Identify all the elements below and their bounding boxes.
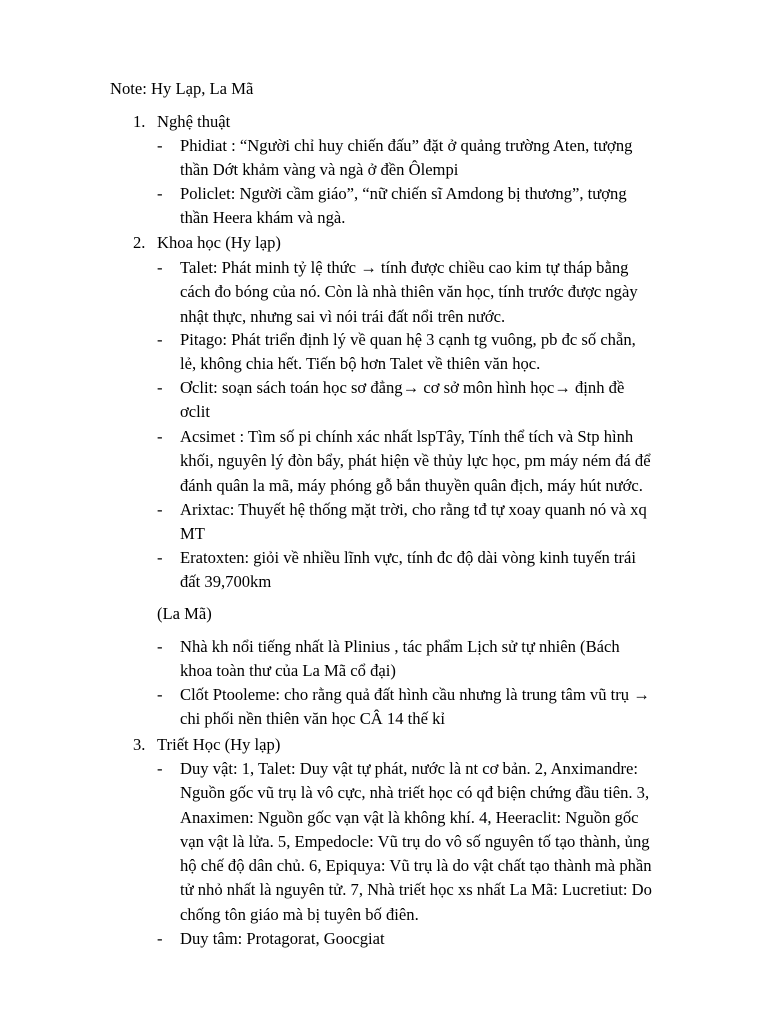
text-line: thần Heera khám và ngà. [180, 208, 346, 228]
note-title: Note: Hy Lạp, La Mã [110, 79, 254, 98]
list-item-text [180, 256, 698, 329]
text-line: khối, nguyên lý đòn bẩy, phát hiện về thủy lực học, pm máy ném đá để [180, 451, 651, 471]
bullet-dash: - [157, 637, 163, 656]
text-line: Anaximen: Nguồn gốc vạn vật là không khí. 4, Heeraclit: Nguồn gốc [180, 807, 639, 827]
text-line: cách đo bóng của nó. Còn là nhà thiên văn học, tính trước được ngày [180, 282, 638, 302]
text-line: Policlet: Người cầm giáo”, “nữ chiến sĩ Amdong bị thương”, tượng [180, 184, 627, 203]
text-line: Pitago: Phát triển định lý về quan hệ 3 cạnh tg vuông, pb đc số chẵn, [180, 330, 636, 349]
list-item-text [180, 498, 698, 547]
text-line: đánh quân la mã, máy phóng gỗ bắn thuyền quân địch, máy hút nước. [180, 475, 643, 495]
section-number: 2. [133, 233, 146, 252]
list-item-text [180, 635, 698, 684]
bullet-dash: - [157, 378, 163, 397]
section-number: 3. [133, 735, 146, 754]
text-line: khoa toàn thư của La Mã cổ đại) [180, 661, 396, 681]
bullet-dash: - [157, 685, 163, 704]
bullet-dash: - [157, 258, 163, 277]
bullet-dash: - [157, 548, 163, 567]
section-label: Nghệ thuật [157, 112, 231, 131]
text-line: Phidiat : “Người chỉ huy chiến đấu” đặt ở quảng trường Aten, tượng [180, 136, 633, 155]
text-line: hộ chế độ dân chủ. 6, Epiquya: Vũ trụ là do vật chất tạo thành mà phần [180, 856, 652, 876]
list-item-text [180, 683, 698, 732]
list-item-text [180, 134, 698, 183]
text-line: nhật thực, nhưng sai vì nói trái đất nổi trên nước. [180, 306, 506, 326]
text-line: ơclit [180, 402, 210, 422]
section-label: Khoa học (Hy lạp) [157, 233, 281, 252]
section-number: 1. [133, 112, 146, 131]
text-line: đất 39,700km [180, 572, 272, 592]
list-item-text [180, 425, 698, 498]
text-line: Clốt Ptooleme: cho rằng quả đất hình cầu nhưng là trung tâm vũ trụ → [180, 685, 650, 704]
list-item-text [180, 376, 698, 425]
section-label: Triết Học (Hy lạp) [157, 735, 281, 754]
bullet-dash: - [157, 759, 163, 778]
bullet-dash: - [157, 136, 163, 155]
text-line: Nhà kh nổi tiếng nhất là Plinius , tác phẩm Lịch sử tự nhiên (Bách [180, 637, 620, 656]
text-line: Eratoxten: giỏi về nhiều lĩnh vực, tính đc độ dài vòng kinh tuyến trái [180, 548, 637, 567]
text-line: Ơclit: soạn sách toán học sơ đẳng→ cơ sở môn hình học→ định đề [180, 378, 625, 397]
list-item-text [180, 546, 698, 595]
text-line: Arixtac: Thuyết hệ thống mặt trời, cho rằng tđ tự xoay quanh nó và xq [180, 500, 647, 519]
text-line: vạn vật là lửa. 5, Empedocle: Vũ trụ do vô số nguyên tố tạo thành, ủng [180, 831, 650, 851]
text-line: Acsimet : Tìm số pi chính xác nhất lspTây, Tính thể tích và Stp hình [180, 427, 634, 446]
bullet-dash: - [157, 500, 163, 519]
text-line: MT [180, 524, 205, 544]
list-item-text [180, 182, 698, 231]
text-line: thần Dớt khảm vàng và ngà ở đền Ôlempi [180, 160, 459, 180]
text-line: lẻ, không chia hết. Tiến bộ hơn Talet về thiên văn học. [180, 354, 541, 374]
bullet-dash: - [157, 330, 163, 349]
text-line: Duy tâm: Protagorat, Goocgiat [180, 929, 385, 948]
bullet-dash: - [157, 929, 163, 948]
text-line: Duy vật: 1, Talet: Duy vật tự phát, nước là nt cơ bản. 2, Anximandre: [180, 759, 639, 778]
list-item-text [180, 757, 698, 927]
text-line: tử nhỏ nhất là nguyên tử. 7, Nhà triết học xs nhất La Mã: Lucretiut: Do [180, 880, 652, 900]
text-line: chống tôn giáo mà bị tuyên bố điên. [180, 904, 419, 924]
subsection-label: (La Mã) [157, 604, 212, 623]
text-line: chi phối nền thiên văn học CÂ 14 thế kỉ [180, 709, 445, 729]
bullet-dash: - [157, 427, 163, 446]
bullet-dash: - [157, 184, 163, 203]
text-line: Nguồn gốc vũ trụ là vô cực, nhà triết học có qđ biện chứng đầu tiên. 3, [180, 783, 650, 803]
text-line: Talet: Phát minh tỷ lệ thức → tính được chiều cao kim tự tháp bằng [180, 258, 629, 277]
list-item-text [180, 927, 698, 951]
list-item-text [180, 328, 698, 377]
